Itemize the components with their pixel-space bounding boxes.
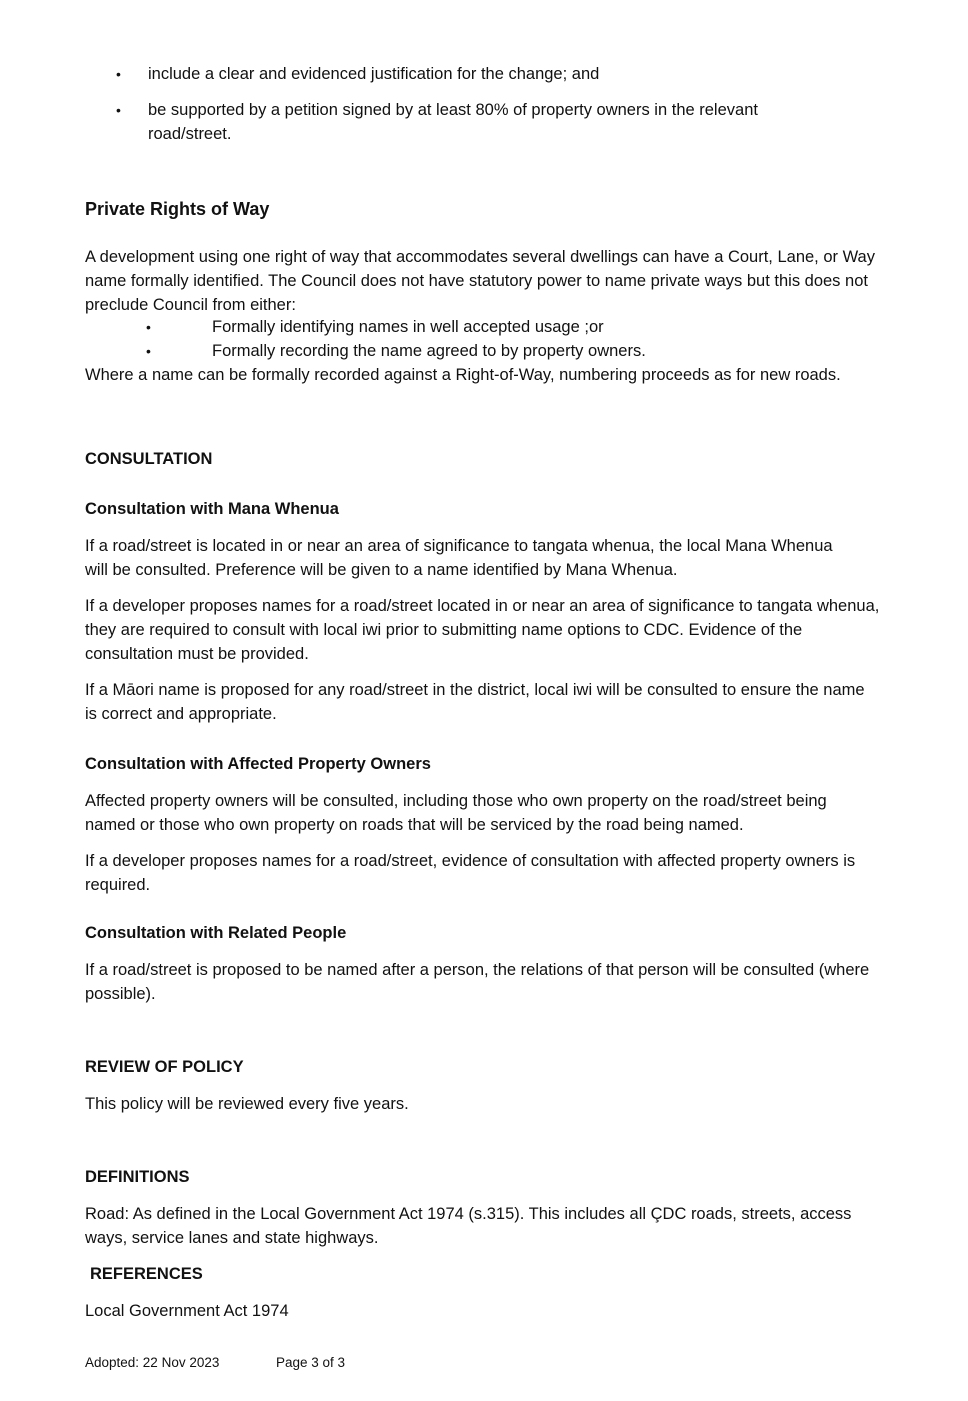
review-heading: REVIEW OF POLICY [85, 1058, 244, 1076]
mana-whenua-paragraph-2: If a developer proposes names for a road/street located in or near an area of significance to tangata whenua, they are required to consult with local iwi prior to submitting name options to CDC. Evidence of the consultation must be provided. [85, 597, 880, 663]
related-people-paragraph: If a road/street is proposed to be named after a person, the relations of that person will be consulted (where possible). [85, 961, 870, 1003]
bullet-text-2: be supported by a petition signed by at least 80% of property owners in the relevant road/street. [148, 101, 758, 143]
references-heading: REFERENCES [90, 1265, 203, 1283]
footer-adopted: Adopted: 22 Nov 2023 [85, 1355, 220, 1370]
private-rights-item-2: Formally recording the name agreed to by property owners. [212, 342, 646, 360]
consultation-heading: CONSULTATION [85, 450, 213, 468]
affected-owners-paragraph-2: If a developer proposes names for a road/street, evidence of consultation with affected property owners is required. [85, 852, 856, 894]
mana-whenua-paragraph-3: If a Māori name is proposed for any road/street in the district, local iwi will be consulted to ensure the name is correct and appropriate. [85, 681, 865, 723]
bullet-glyph: • [146, 343, 151, 359]
bullet-glyph: • [116, 102, 121, 118]
bullet-glyph: • [116, 66, 121, 82]
private-rights-item-1: Formally identifying names in well accepted usage ;or [212, 318, 604, 336]
mana-whenua-heading: Consultation with Mana Whenua [85, 500, 339, 518]
private-rights-heading: Private Rights of Way [85, 199, 270, 219]
mana-whenua-paragraph-1: If a road/street is located in or near an area of significance to tangata whenua, the local Mana Whenua will be consulted. Preference will be given to a name identified by Mana Whenua. [85, 537, 833, 579]
footer-page-number: Page 3 of 3 [276, 1355, 346, 1370]
affected-owners-paragraph-1: Affected property owners will be consulted, including those who own property on the road/street being named or those who own property on roads that will be serviced by the road being named. [85, 792, 827, 834]
references-paragraph: Local Government Act 1974 [85, 1302, 289, 1320]
review-paragraph: This policy will be reviewed every five years. [85, 1095, 409, 1113]
private-rights-intro: A development using one right of way that accommodates several dwellings can have a Court, Lane, or Way name formally identified. The Council does not have statutory power to name private ways but this does not preclude Council from either: [85, 248, 875, 314]
definitions-paragraph: Road: As defined in the Local Government Act 1974 (s.315). This includes all ÇDC roads, streets, access ways, service lanes and state highways. [85, 1205, 852, 1247]
related-people-heading: Consultation with Related People [85, 924, 347, 942]
bullet-text-1: include a clear and evidenced justification for the change; and [148, 65, 600, 83]
bullet-glyph: • [146, 319, 151, 335]
definitions-heading: DEFINITIONS [85, 1168, 190, 1186]
affected-owners-heading: Consultation with Affected Property Owners [85, 755, 431, 773]
private-rights-outro: Where a name can be formally recorded against a Right-of-Way, numbering proceeds as for new roads. [85, 366, 841, 384]
